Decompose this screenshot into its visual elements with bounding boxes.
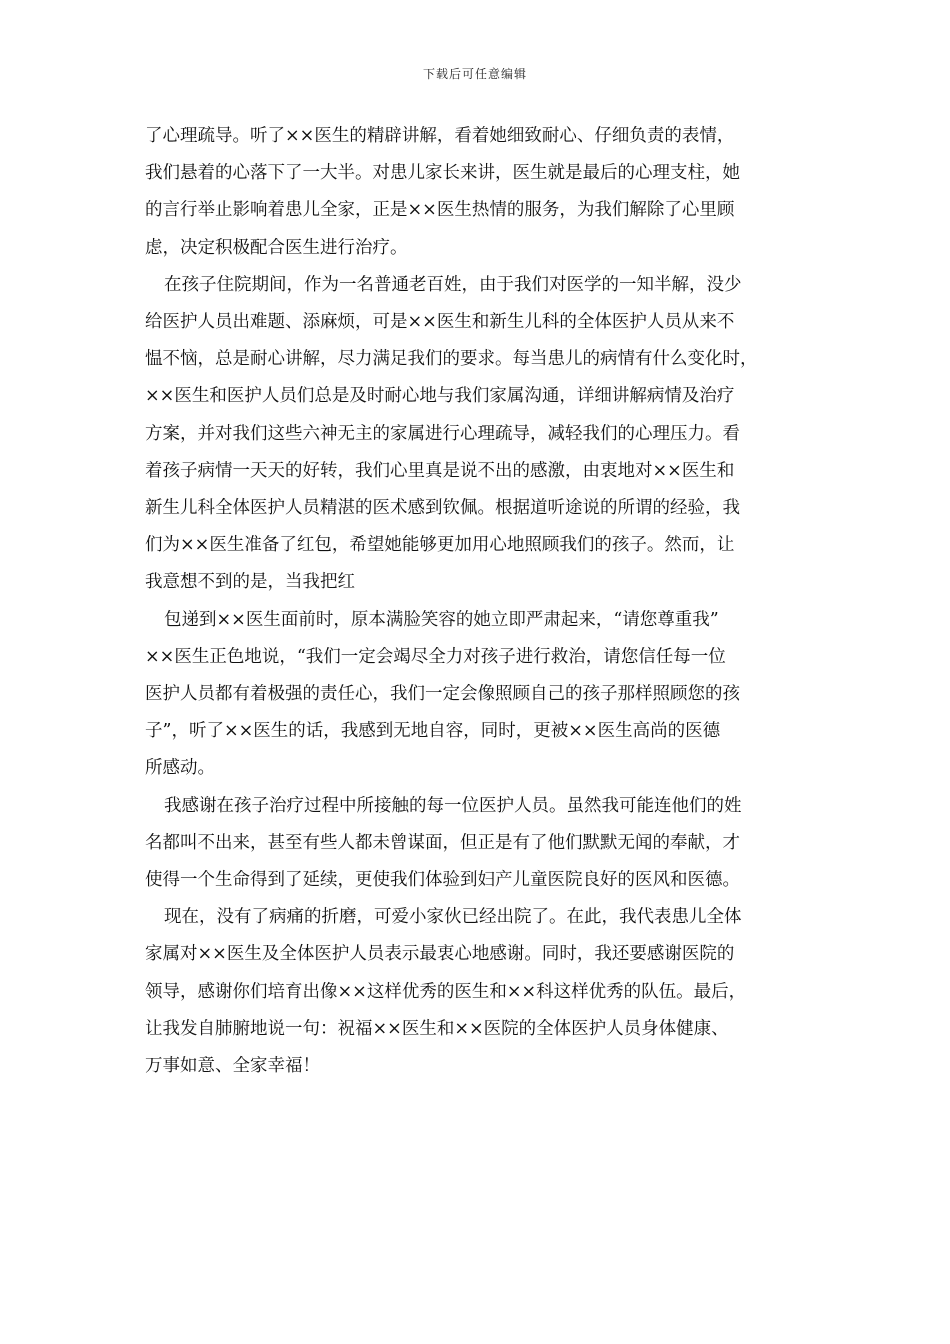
text-line: 我感谢在孩子治疗过程中所接触的每一位医护人员。虽然我可能连他们的姓 bbox=[164, 795, 742, 816]
text-line: ××医生和医护人员们总是及时耐心地与我们家属沟通，详细讲解病情及治疗 bbox=[145, 386, 735, 407]
document-body bbox=[145, 118, 805, 1085]
text-line: 的言行举止影响着患儿全家，正是××医生热情的服务，为我们解除了心里顾 bbox=[145, 200, 735, 221]
page-header: 下载后可任意编辑 bbox=[422, 67, 527, 81]
text-line: 包递到××医生面前时，原本满脸笑容的她立即严肃起来，“请您尊重我” bbox=[164, 609, 719, 630]
text-line: 我意想不到的是，当我把红 bbox=[145, 572, 355, 593]
paragraph bbox=[145, 602, 805, 788]
text-line: 使得一个生命得到了延续，更使我们体验到妇产儿童医院良好的医风和医德。 bbox=[145, 870, 740, 891]
text-line: 所感动。 bbox=[145, 758, 215, 779]
text-line: 领导，感谢你们培育出像××这样优秀的医生和××科这样优秀的队伍。最后， bbox=[145, 981, 747, 1002]
paragraph bbox=[145, 118, 805, 267]
text-line: 子”，听了××医生的话，我感到无地自容，同时，更被××医生高尚的医德 bbox=[145, 721, 721, 742]
text-line: 让我发自肺腑地说一句：祝福××医生和××医院的全体医护人员身体健康、 bbox=[145, 1018, 729, 1039]
text-line: 现在，没有了病痛的折磨，可爱小家伙已经出院了。在此，我代表患儿全体 bbox=[164, 907, 742, 928]
text-line: 方案，并对我们这些六神无主的家属进行心理疏导，减轻我们的心理压力。看 bbox=[145, 423, 740, 444]
paragraph bbox=[145, 788, 805, 900]
text-line: 医护人员都有着极强的责任心，我们一定会像照顾自己的孩子那样照顾您的孩 bbox=[145, 684, 740, 705]
text-line: 名都叫不出来，甚至有些人都未曾谋面，但正是有了他们默默无闻的奉献，才 bbox=[145, 832, 740, 853]
text-line: ××医生正色地说，“我们一定会竭尽全力对孩子进行救治，请您信任每一位 bbox=[145, 646, 726, 667]
text-line: 万事如意、全家幸福！ bbox=[145, 1056, 320, 1077]
text-line: 在孩子住院期间，作为一名普通老百姓，由于我们对医学的一知半解，没少 bbox=[164, 274, 742, 295]
text-line: 我们悬着的心落下了一大半。对患儿家长来讲，医生就是最后的心理支柱，她 bbox=[145, 163, 740, 184]
text-line: 们为××医生准备了红包，希望她能够更加用心地照顾我们的孩子。然而，让 bbox=[145, 535, 735, 556]
text-line: 着孩子病情一天天的好转，我们心里真是说不出的感激，由衷地对××医生和 bbox=[145, 460, 735, 481]
text-line: 虑，决定积极配合医生进行治疗。 bbox=[145, 237, 408, 258]
text-line: 给医护人员出难题、添麻烦，可是××医生和新生儿科的全体医护人员从来不 bbox=[145, 312, 735, 333]
text-line: 新生儿科全体医护人员精湛的医术感到钦佩。根据道听途说的所谓的经验，我 bbox=[145, 498, 740, 519]
text-line: 愠不恼，总是耐心讲解，尽力满足我们的要求。每当患儿的病情有什么变化时， bbox=[145, 349, 758, 370]
text-line: 家属对××医生及全体医护人员表示最衷心地感谢。同时，我还要感谢医院的 bbox=[145, 944, 735, 965]
paragraph bbox=[145, 267, 805, 602]
text-line: 了心理疏导。听了××医生的精辟讲解，看着她细致耐心、仔细负责的表情， bbox=[145, 126, 735, 146]
paragraph bbox=[145, 899, 805, 1085]
